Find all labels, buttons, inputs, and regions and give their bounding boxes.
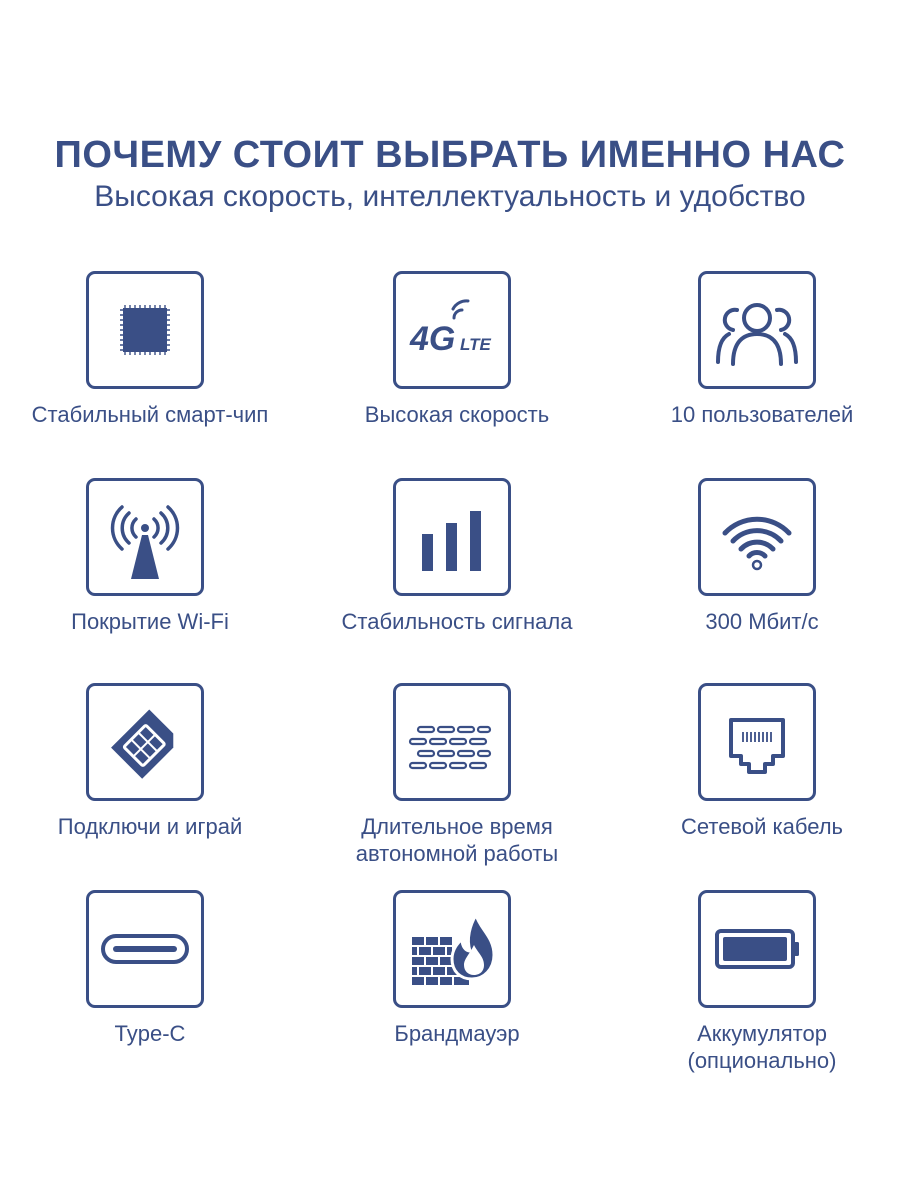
feature-label: Type-C — [114, 1021, 186, 1046]
chip-icon — [89, 274, 201, 386]
feature-label: 300 Мбит/с — [705, 609, 819, 634]
feature-label: Брандмауэр — [394, 1021, 520, 1046]
battery-icon — [701, 893, 813, 1005]
feature-label-line: Аккумулятор — [697, 1021, 827, 1046]
icon-box — [86, 683, 204, 801]
signal-bars-icon — [396, 481, 508, 593]
icon-box — [86, 478, 204, 596]
feature-label: Подключи и играй — [57, 814, 243, 839]
feature-label: 10 пользователей — [670, 402, 854, 427]
firewall-icon — [396, 893, 508, 1005]
feature-label — [287, 813, 627, 867]
feature-label-line: автономной работы — [355, 841, 559, 866]
page-subtitle: Высокая скорость, интеллектуальность и удобство — [94, 180, 806, 213]
feature-label: Стабильный смарт-чип — [31, 402, 269, 427]
icon-box — [698, 890, 816, 1008]
feature-label — [592, 1020, 900, 1074]
icon-box — [393, 478, 511, 596]
icon-box — [698, 478, 816, 596]
icon-box — [698, 683, 816, 801]
ethernet-port-icon — [701, 686, 813, 798]
feature-label-line: Длительное время — [361, 814, 553, 839]
icon-box — [698, 271, 816, 389]
type-c-port-icon — [89, 893, 201, 1005]
users-icon — [701, 274, 813, 386]
wifi-icon — [701, 481, 813, 593]
feature-label-line: (опционально) — [687, 1048, 837, 1073]
feature-label: Высокая скорость — [364, 402, 550, 427]
page-title: ПОЧЕМУ СТОИТ ВЫБРАТЬ ИМЕННО НАС — [54, 134, 846, 176]
svg-text:4G: 4G — [410, 320, 456, 358]
svg-text:LTE: LTE — [460, 335, 491, 354]
feature-label: Стабильность сигнала — [341, 609, 573, 634]
feature-label: Покрытие Wi-Fi — [71, 609, 229, 634]
icon-box — [393, 683, 511, 801]
icon-box — [393, 890, 511, 1008]
icon-box — [393, 271, 511, 389]
icon-box — [86, 271, 204, 389]
wifi-antenna-icon — [89, 481, 201, 593]
icon-box — [86, 890, 204, 1008]
battery-cells-icon — [396, 686, 508, 798]
feature-label: Сетевой кабель — [680, 814, 844, 839]
sim-card-icon — [89, 686, 201, 798]
4g-lte-icon — [396, 274, 508, 386]
